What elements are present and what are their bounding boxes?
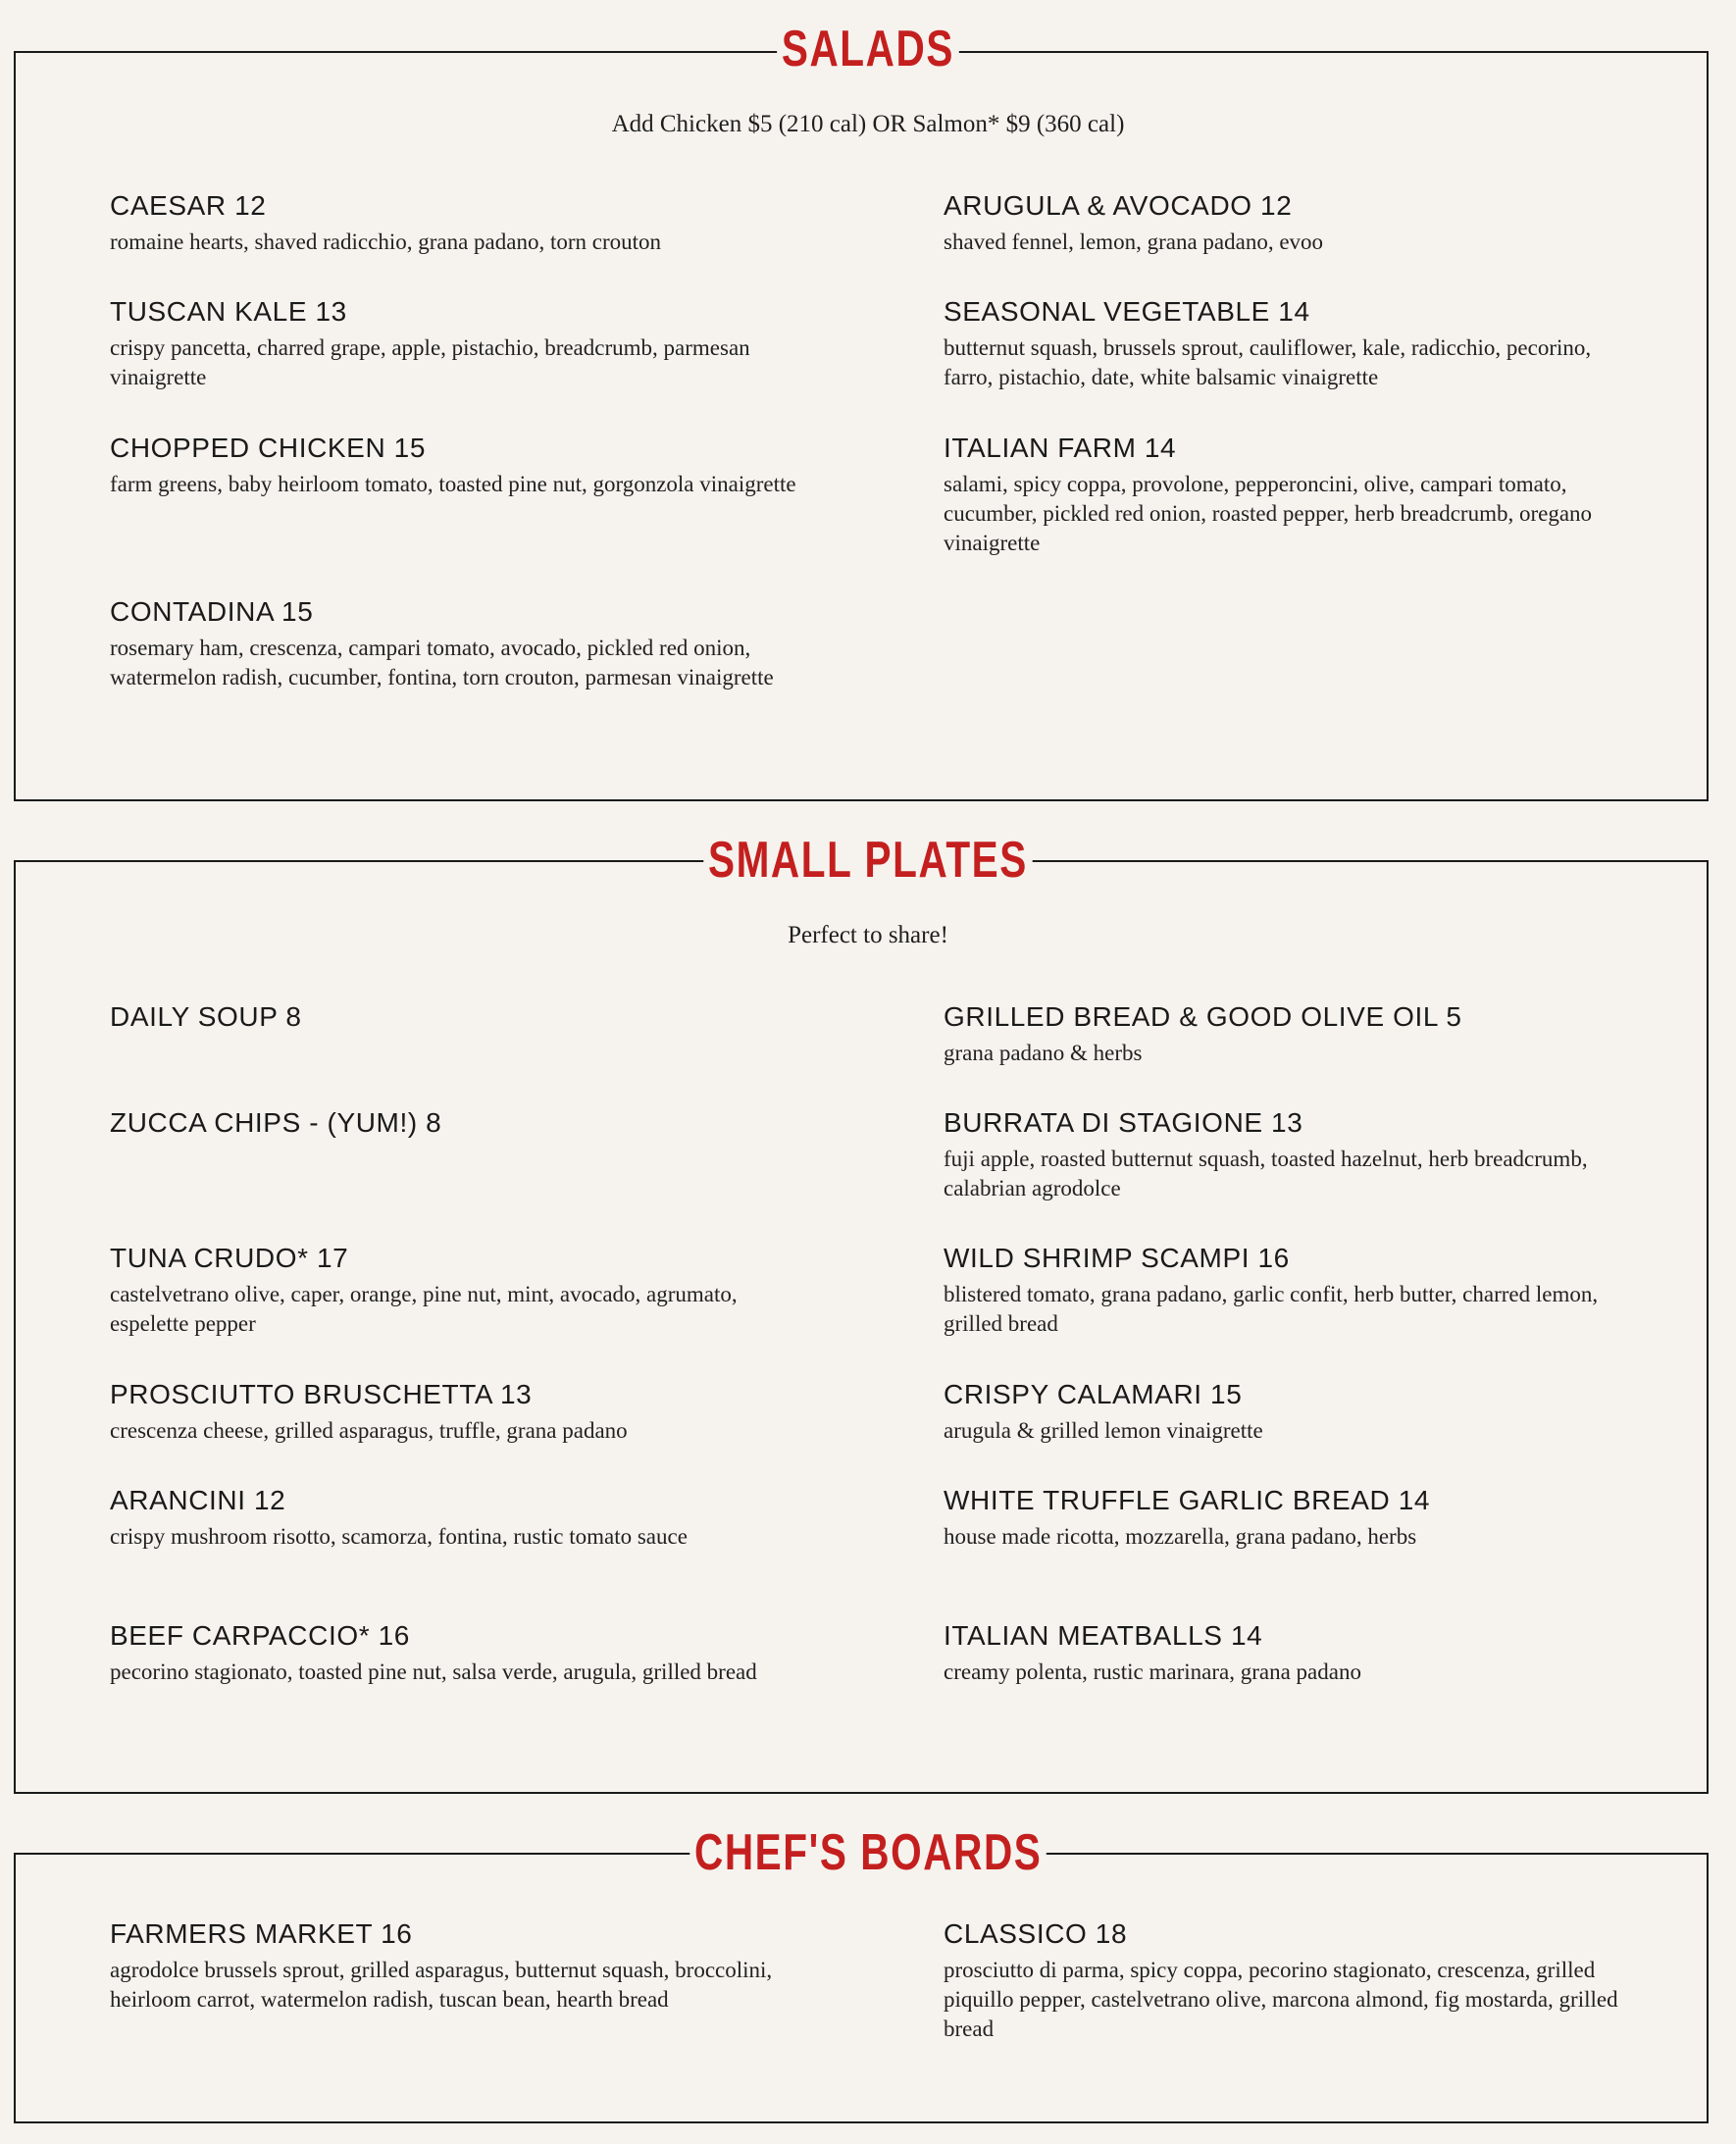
menu-item-tuscan-kale xyxy=(110,295,796,392)
menu-item-italian-farm xyxy=(944,432,1630,558)
menu-item-beef-carpaccio xyxy=(110,1619,796,1687)
item-description: fuji apple, roasted butternut squash, toasted hazelnut, herb breadcrumb, calabrian agrodolce xyxy=(944,1147,1588,1200)
item-description: rosemary ham, crescenza, campari tomato, avocado, pickled red onion, watermelon radish, cucumber, fontina, torn crouton, parmesan vinaigrette xyxy=(110,636,774,689)
item-name: ARUGULA & AVOCADO 12 xyxy=(944,190,1293,221)
salads-title: SALADS xyxy=(777,20,958,78)
menu-item-zucca-chips xyxy=(110,1106,796,1140)
salads-subtitle: Add Chicken $5 (210 cal) OR Salmon* $9 (360 cal) xyxy=(611,111,1125,137)
menu-item-contadina xyxy=(110,595,796,692)
item-description: prosciutto di parma, spicy coppa, pecorino stagionato, crescenza, grilled piquillo pepper, castelvetrano olive, marcona almond, fig mostarda, grilled bread xyxy=(944,1958,1618,2041)
item-name: ZUCCA CHIPS - (YUM!) 8 xyxy=(110,1107,442,1138)
menu-item-crispy-calamari xyxy=(944,1378,1630,1446)
item-description: farm greens, baby heirloom tomato, toasted pine nut, gorgonzola vinaigrette xyxy=(110,472,796,496)
menu-item-daily-soup xyxy=(110,1000,796,1034)
menu-item-arancini xyxy=(110,1484,796,1552)
menu-item-chopped-chicken xyxy=(110,432,796,499)
item-name: WILD SHRIMP SCAMPI 16 xyxy=(944,1243,1290,1273)
item-name: CHOPPED CHICKEN 15 xyxy=(110,433,426,463)
item-name: FARMERS MARKET 16 xyxy=(110,1918,413,1949)
menu-item-italian-meatballs xyxy=(944,1619,1630,1687)
menu-item-white-truffle-garlic-bread xyxy=(944,1484,1630,1552)
menu-item-tuna-crudo xyxy=(110,1242,796,1339)
menu-item-prosciutto-bruschetta xyxy=(110,1378,796,1446)
item-description: romaine hearts, shaved radicchio, grana padano, torn crouton xyxy=(110,230,662,254)
item-description: pecorino stagionato, toasted pine nut, salsa verde, arugula, grilled bread xyxy=(110,1659,757,1684)
item-description: crispy pancetta, charred grape, apple, pistachio, breadcrumb, parmesan vinaigrette xyxy=(110,335,750,389)
item-description: butternut squash, brussels sprout, cauliflower, kale, radicchio, pecorino, farro, pistachio, date, white balsamic vinaigrette xyxy=(944,335,1592,389)
item-name: ITALIAN MEATBALLS 14 xyxy=(944,1620,1263,1651)
menu-item-caesar xyxy=(110,189,796,257)
item-name: WHITE TRUFFLE GARLIC BREAD 14 xyxy=(944,1485,1431,1515)
item-description: crescenza cheese, grilled asparagus, truffle, grana padano xyxy=(110,1418,628,1443)
item-description: house made ricotta, mozzarella, grana padano, herbs xyxy=(944,1524,1417,1549)
item-description: grana padano & herbs xyxy=(944,1041,1143,1065)
menu-item-arugula-avocado xyxy=(944,189,1630,257)
item-name: CLASSICO 18 xyxy=(944,1918,1128,1949)
small-plates-subtitle: Perfect to share! xyxy=(788,922,948,948)
item-name: TUNA CRUDO* 17 xyxy=(110,1243,349,1273)
item-description: agrodolce brussels sprout, grilled asparagus, butternut squash, broccolini, heirloom carrot, watermelon radish, tuscan bean, hearth bread xyxy=(110,1958,773,2012)
item-description: arugula & grilled lemon vinaigrette xyxy=(944,1418,1263,1443)
menu-item-burrata xyxy=(944,1106,1630,1203)
item-name: CONTADINA 15 xyxy=(110,596,314,627)
menu-item-seasonal-vegetable xyxy=(944,295,1630,392)
menu-item-grilled-bread xyxy=(944,1000,1630,1068)
menu-item-classico xyxy=(944,1917,1630,2044)
item-name: GRILLED BREAD & GOOD OLIVE OIL 5 xyxy=(944,1001,1462,1032)
menu-item-wild-shrimp-scampi xyxy=(944,1242,1630,1339)
item-description: castelvetrano olive, caper, orange, pine nut, mint, avocado, agrumato, espelette pepper xyxy=(110,1282,738,1336)
item-name: CRISPY CALAMARI 15 xyxy=(944,1379,1243,1409)
item-description: blistered tomato, grana padano, garlic confit, herb butter, charred lemon, grilled bread xyxy=(944,1282,1599,1336)
item-description: shaved fennel, lemon, grana padano, evoo xyxy=(944,230,1324,254)
menu-item-farmers-market xyxy=(110,1917,796,2015)
item-name: CAESAR 12 xyxy=(110,190,267,221)
item-name: ITALIAN FARM 14 xyxy=(944,433,1177,463)
small-plates-title: SMALL PLATES xyxy=(703,831,1032,890)
item-description: salami, spicy coppa, provolone, pepperoncini, olive, campari tomato, cucumber, pickled red onion, roasted pepper, herb breadcrumb, oregano vinaigrette xyxy=(944,472,1593,555)
item-name: PROSCIUTTO BRUSCHETTA 13 xyxy=(110,1379,533,1409)
chefs-boards-title: CHEF'S BOARDS xyxy=(689,1823,1047,1882)
item-description: crispy mushroom risotto, scamorza, fontina, rustic tomato sauce xyxy=(110,1524,688,1549)
item-name: DAILY SOUP 8 xyxy=(110,1001,302,1032)
item-name: ARANCINI 12 xyxy=(110,1485,286,1515)
item-name: SEASONAL VEGETABLE 14 xyxy=(944,296,1310,327)
item-name: BEEF CARPACCIO* 16 xyxy=(110,1620,410,1651)
item-name: TUSCAN KALE 13 xyxy=(110,296,347,327)
item-name: BURRATA DI STAGIONE 13 xyxy=(944,1107,1303,1138)
item-description: creamy polenta, rustic marinara, grana padano xyxy=(944,1659,1361,1684)
